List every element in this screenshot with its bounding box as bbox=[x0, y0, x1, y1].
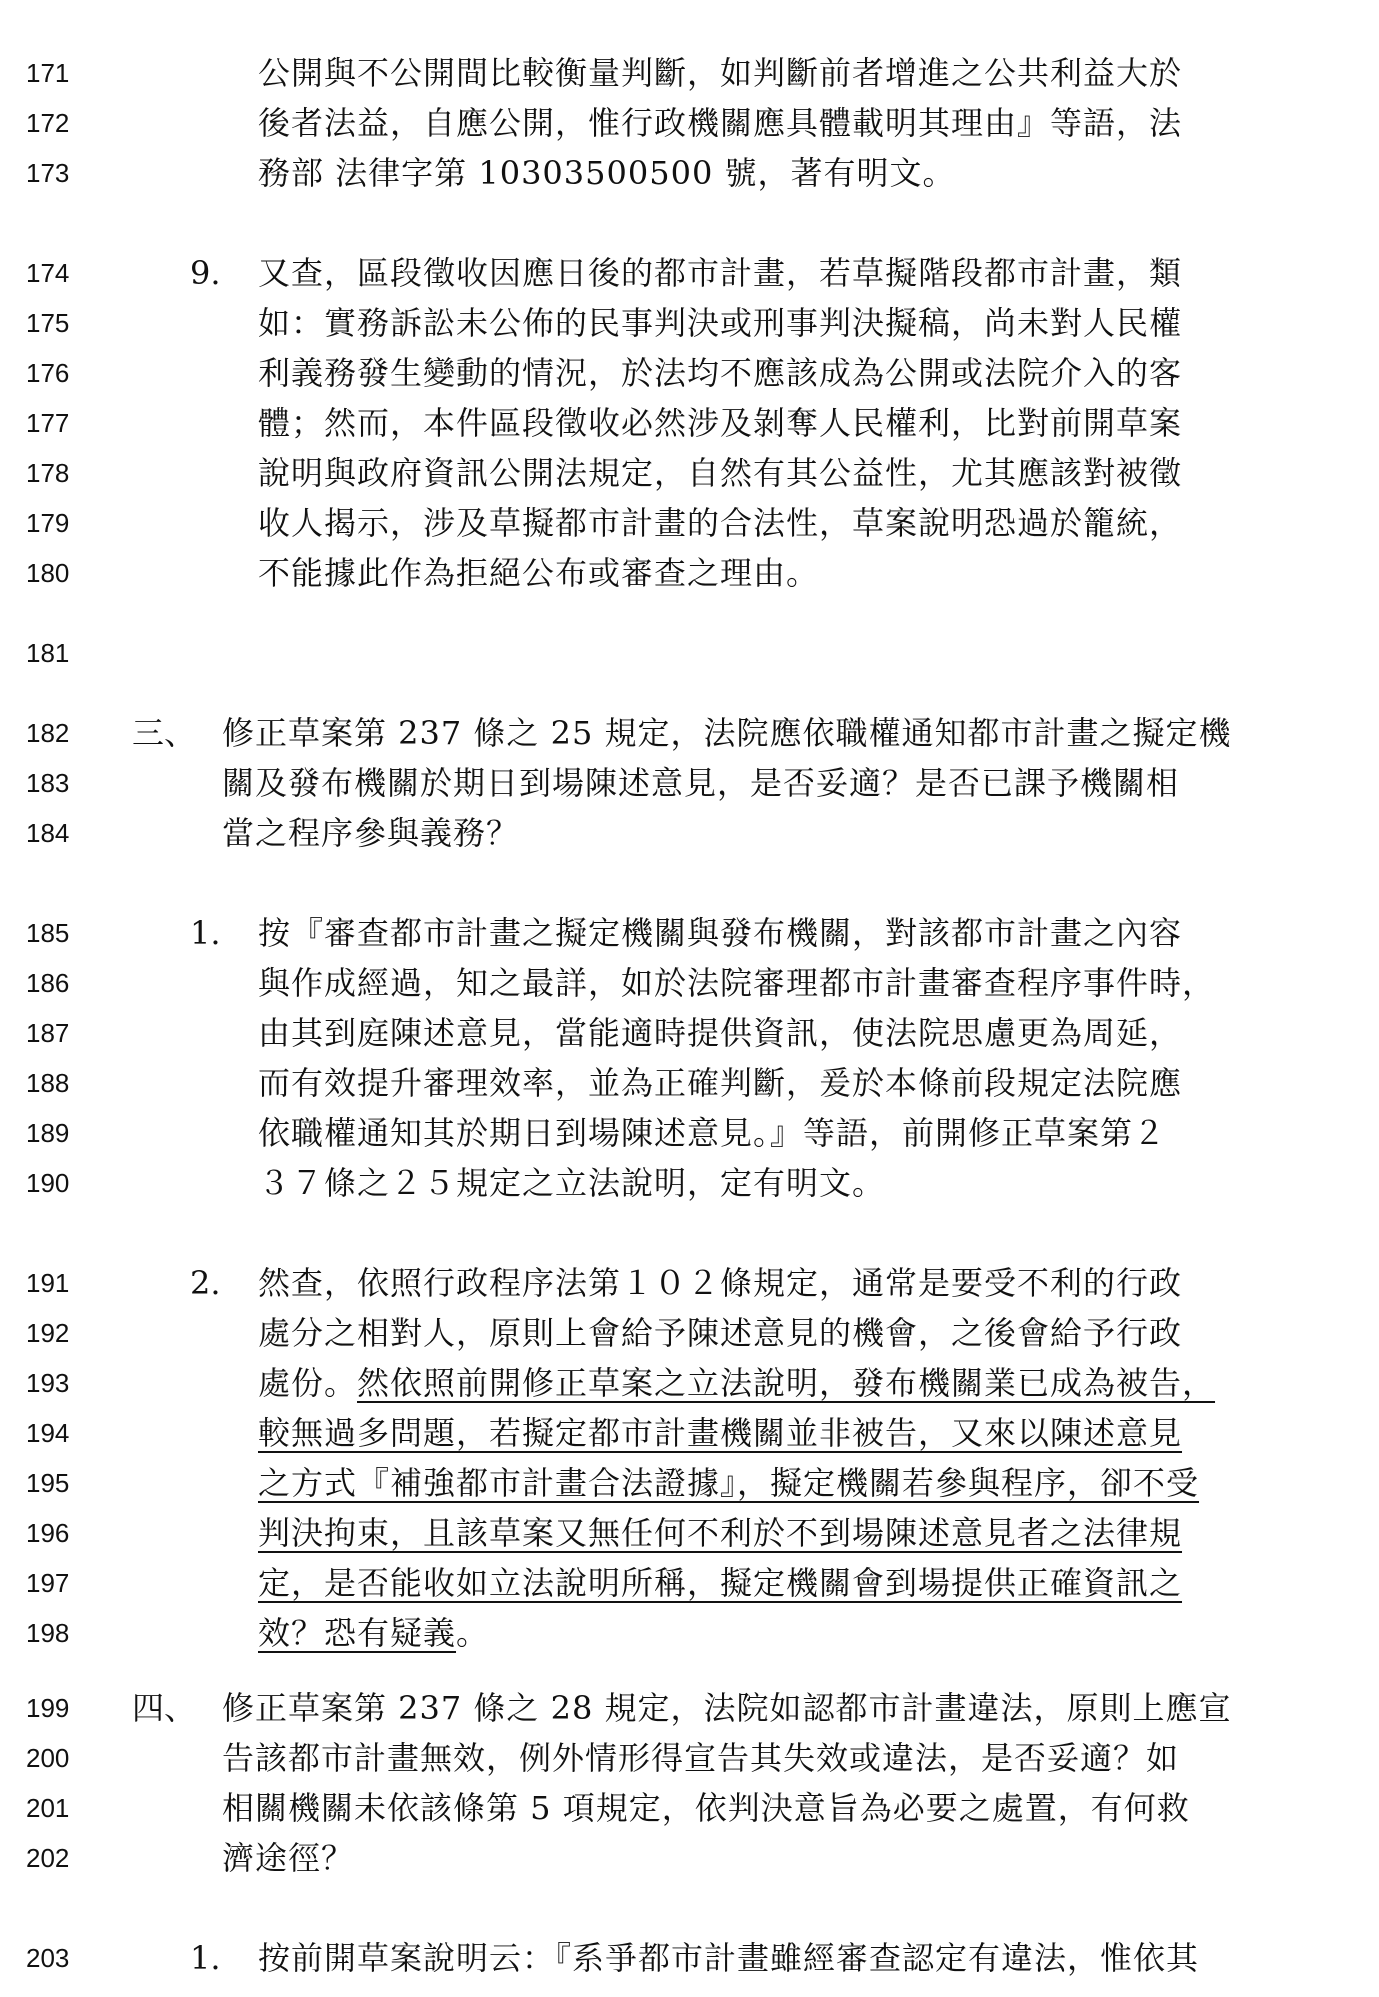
text-line: 按前開草案說明云：『系爭都市計畫雖經審查認定有違法，惟依其 bbox=[258, 1939, 1200, 1977]
text-line: 收人揭示，涉及草擬都市計畫的合法性，草案說明恐過於籠統， bbox=[258, 504, 1183, 542]
text-line: 不能據此作為拒絕公布或審查之理由。 bbox=[258, 554, 820, 592]
line-number: 199 bbox=[26, 1693, 70, 1723]
text-line: 然查，依照行政程序法第１０２條規定，通常是要受不利的行政 bbox=[258, 1264, 1183, 1302]
text-line: 後者法益，自應公開，惟行政機關應具體載明其理由』等語，法 bbox=[258, 104, 1183, 142]
text-line: 處分之相對人，原則上會給予陳述意見的機會，之後會給予行政 bbox=[258, 1314, 1183, 1352]
line-number: 176 bbox=[26, 358, 70, 388]
heading-line: 告該都市計畫無效，例外情形得宣告其失效或違法，是否妥適？如 bbox=[222, 1739, 1180, 1777]
heading-line: 關及發布機關於期日到場陳述意見，是否妥適？是否已課予機關相 bbox=[222, 764, 1180, 802]
underlined-text: 較無過多問題，若擬定都市計畫機關並非被告，又來以陳述意見 bbox=[258, 1414, 1183, 1452]
text-segment: 處份。 bbox=[258, 1364, 358, 1402]
text-line: 體；然而，本件區段徵收必然涉及剝奪人民權利，比對前開草案 bbox=[258, 404, 1183, 442]
text-line bbox=[258, 1358, 1215, 1408]
list-marker: 2. bbox=[190, 1264, 221, 1302]
line-number: 175 bbox=[26, 308, 70, 338]
line-number: 185 bbox=[26, 918, 70, 948]
line-number: 195 bbox=[26, 1468, 70, 1498]
section-marker: 四、 bbox=[132, 1689, 197, 1727]
text-line: 由其到庭陳述意見，當能適時提供資訊，使法院思慮更為周延， bbox=[258, 1014, 1183, 1052]
line-number: 188 bbox=[26, 1068, 70, 1098]
underlined-text: 然依照前開修正草案之立法說明，發布機關業已成為被告， bbox=[357, 1364, 1216, 1402]
line-number: 187 bbox=[26, 1018, 70, 1048]
line-number: 190 bbox=[26, 1168, 70, 1198]
text-line: 按『審查都市計畫之擬定機關與發布機關，對該都市計畫之內容 bbox=[258, 914, 1183, 952]
line-number: 198 bbox=[26, 1618, 70, 1648]
text-segment: 。 bbox=[456, 1614, 490, 1652]
section-marker: 三、 bbox=[132, 714, 197, 752]
text-line: 利義務發生變動的情況，於法均不應該成為公開或法院介入的客 bbox=[258, 354, 1183, 392]
line-number: 179 bbox=[26, 508, 70, 538]
line-number: 178 bbox=[26, 458, 70, 488]
line-number: 181 bbox=[26, 638, 70, 668]
heading-line: 修正草案第 237 條之 25 規定，法院應依職權通知都市計畫之擬定機 bbox=[222, 714, 1232, 752]
list-marker: 9. bbox=[190, 254, 221, 292]
underlined-text: 效？恐有疑義 bbox=[258, 1614, 457, 1652]
text-line: 而有效提升審理效率，並為正確判斷，爰於本條前段規定法院應 bbox=[258, 1064, 1183, 1102]
list-marker: 1. bbox=[190, 1939, 221, 1977]
line-number: 180 bbox=[26, 558, 70, 588]
heading-line: 修正草案第 237 條之 28 規定，法院如認都市計畫違法，原則上應宣 bbox=[222, 1689, 1232, 1727]
text-line bbox=[258, 1608, 489, 1658]
text-line: 公開與不公開間比較衡量判斷，如判斷前者增進之公共利益大於 bbox=[258, 54, 1183, 92]
text-line: 如：實務訴訟未公佈的民事判決或刑事判決擬稿，尚未對人民權 bbox=[258, 304, 1183, 342]
line-number: 183 bbox=[26, 768, 70, 798]
line-number: 202 bbox=[26, 1843, 70, 1873]
line-number: 203 bbox=[26, 1943, 70, 1973]
line-number: 184 bbox=[26, 818, 70, 848]
line-number: 177 bbox=[26, 408, 70, 438]
line-number: 189 bbox=[26, 1118, 70, 1148]
text-line: 又查，區段徵收因應日後的都市計畫，若草擬階段都市計畫，類 bbox=[258, 254, 1183, 292]
underlined-text: 之方式『補強都市計畫合法證據』，擬定機關若參與程序，卻不受 bbox=[258, 1464, 1200, 1502]
line-number: 191 bbox=[26, 1268, 70, 1298]
line-number: 182 bbox=[26, 718, 70, 748]
heading-line: 當之程序參與義務？ bbox=[222, 814, 520, 852]
underlined-text: 定，是否能收如立法說明所稱，擬定機關會到場提供正確資訊之 bbox=[258, 1564, 1183, 1602]
text-line: 務部 法律字第 10303500500 號，著有明文。 bbox=[258, 154, 956, 192]
line-number: 174 bbox=[26, 258, 70, 288]
line-number: 173 bbox=[26, 158, 70, 188]
line-number: 196 bbox=[26, 1518, 70, 1548]
text-line: ３７條之２５規定之立法說明，定有明文。 bbox=[258, 1164, 886, 1202]
text-line: 說明與政府資訊公開法規定，自然有其公益性，尤其應該對被徵 bbox=[258, 454, 1183, 492]
heading-line: 濟途徑？ bbox=[222, 1839, 355, 1877]
line-number: 194 bbox=[26, 1418, 70, 1448]
line-number: 192 bbox=[26, 1318, 70, 1348]
text-line: 與作成經過，知之最詳，如於法院審理都市計畫審查程序事件時， bbox=[258, 964, 1216, 1002]
line-number: 172 bbox=[26, 108, 70, 138]
line-number: 193 bbox=[26, 1368, 70, 1398]
line-number: 200 bbox=[26, 1743, 70, 1773]
line-number: 171 bbox=[26, 58, 70, 88]
heading-line: 相關機關未依該條第 5 項規定，依判決意旨為必要之處置，有何救 bbox=[222, 1789, 1190, 1827]
text-line: 依職權通知其於期日到場陳述意見。』等語，前開修正草案第２ bbox=[258, 1114, 1167, 1152]
line-number: 197 bbox=[26, 1568, 70, 1598]
list-marker: 1. bbox=[190, 914, 221, 952]
line-number: 186 bbox=[26, 968, 70, 998]
underlined-text: 判決拘束，且該草案又無任何不利於不到場陳述意見者之法律規 bbox=[258, 1514, 1183, 1552]
line-number: 201 bbox=[26, 1793, 70, 1823]
